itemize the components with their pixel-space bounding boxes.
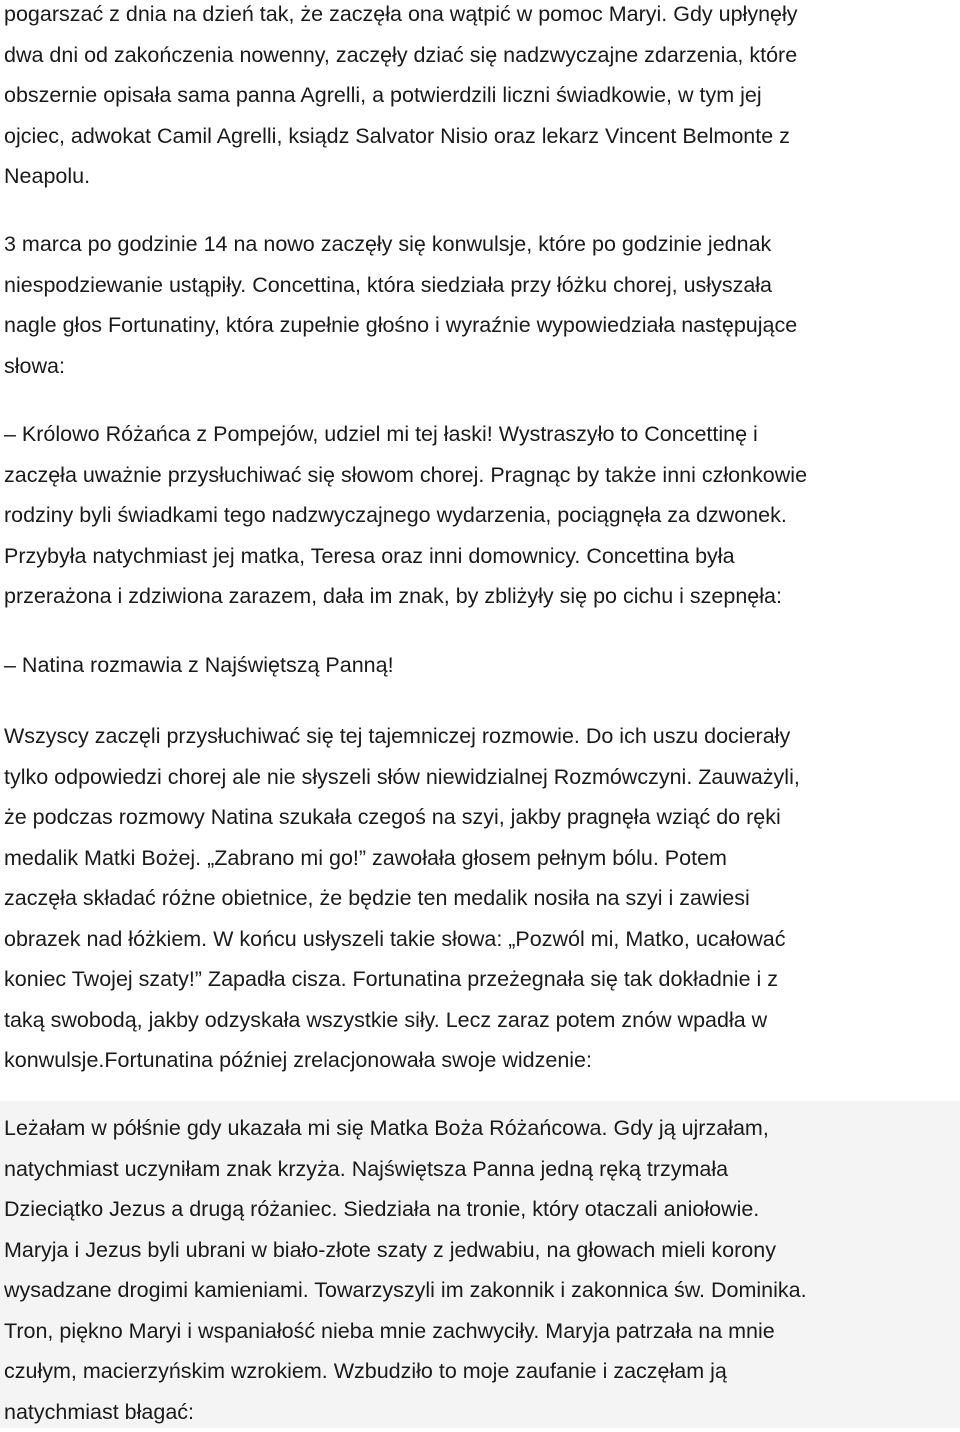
text-line: Przybyła natychmiast jej matka, Teresa oraz inni domownicy. Concettina była (4, 536, 807, 577)
text-line: koniec Twojej szaty!” Zapadła cisza. Fortunatina przeżegnała się tak dokładnie i z (4, 959, 800, 1000)
text-line: że podczas rozmowy Natina szukała czegoś na szyi, jakby pragnęła wziąć do ręki (4, 797, 800, 838)
quote-paragraph (0, 1108, 811, 1432)
text-line: – Natina rozmawia z Najświętszą Panną! (4, 645, 394, 686)
text-line: natychmiast uczyniłam znak krzyża. Najświętsza Panna jedną ręką trzymała (4, 1149, 807, 1190)
paragraph-3 (0, 414, 811, 617)
text-line: wysadzane drogimi kamieniami. Towarzyszyli im zakonnik i zakonnica św. Dominika. (4, 1270, 807, 1311)
text-line: Tron, piękno Maryi i wspaniałość nieba mnie zachwyciły. Maryja patrzała na mnie (4, 1311, 807, 1352)
text-line: medalik Matki Bożej. „Zabrano mi go!” zawołała głosem pełnym bólu. Potem (4, 838, 800, 879)
text-line: tylko odpowiedzi chorej ale nie słyszeli słów niewidzialnej Rozmówczyni. Zauważyli, (4, 757, 800, 798)
text-line: przerażona i zdziwiona zarazem, dała im znak, by zbliżyły się po cichu i szepnęła: (4, 576, 807, 617)
text-line: taką swobodą, jakby odzyskała wszystkie siły. Lecz zaraz potem znów wpadła w (4, 1000, 800, 1041)
text-line: rodziny byli świadkami tego nadzwyczajnego wydarzenia, pociągnęła za dzwonek. (4, 495, 807, 536)
text-line: – Królowo Różańca z Pompejów, udziel mi tej łaski! Wystraszyło to Concettinę i (4, 414, 807, 455)
text-line: natychmiast błagać: (4, 1392, 807, 1432)
text-line: słowa: (4, 346, 797, 387)
text-line: zaczęła uważnie przysłuchiwać się słowom chorej. Pragnąc by także inni członkowie (4, 455, 807, 496)
text-line: czułym, macierzyńskim wzrokiem. Wzbudziło to moje zaufanie i zaczęłam ją (4, 1351, 807, 1392)
paragraph-2 (0, 224, 801, 386)
text-line: Dzieciątko Jezus a drugą różaniec. Siedziała na tronie, który otaczali aniołowie. (4, 1189, 807, 1230)
text-line: nagle głos Fortunatiny, która zupełnie głośno i wyraźnie wypowiedziała następujące (4, 305, 797, 346)
text-line: Neapolu. (4, 156, 798, 197)
text-line: niespodziewanie ustąpiły. Concettina, która siedziała przy łóżku chorej, usłyszała (4, 265, 797, 306)
paragraph-4 (0, 645, 398, 686)
paragraph-1 (0, 0, 802, 197)
text-line: Maryja i Jezus byli ubrani w biało-złote szaty z jedwabiu, na głowach mieli korony (4, 1230, 807, 1271)
text-line: ojciec, adwokat Camil Agrelli, ksiądz Salvator Nisio oraz lekarz Vincent Belmonte z (4, 116, 798, 157)
text-line: Leżałam w półśnie gdy ukazała mi się Matka Boża Różańcowa. Gdy ją ujrzałam, (4, 1108, 807, 1149)
paragraph-5 (0, 716, 804, 1081)
text-line: konwulsje.Fortunatina później zrelacjonowała swoje widzenie: (4, 1040, 800, 1081)
text-line: obszernie opisała sama panna Agrelli, a potwierdzili liczni świadkowie, w tym jej (4, 75, 798, 116)
text-line: Wszyscy zaczęli przysłuchiwać się tej tajemniczej rozmowie. Do ich uszu docierały (4, 716, 800, 757)
text-line: dwa dni od zakończenia nowenny, zaczęły dziać się nadzwyczajne zdarzenia, które (4, 35, 798, 76)
text-line: 3 marca po godzinie 14 na nowo zaczęły się konwulsje, które po godzinie jednak (4, 224, 797, 265)
text-line: obrazek nad łóżkiem. W końcu usłyszeli takie słowa: „Pozwól mi, Matko, ucałować (4, 919, 800, 960)
text-line: zaczęła składać różne obietnice, że będzie ten medalik nosiła na szyi i zawiesi (4, 878, 800, 919)
text-line: pogarszać z dnia na dzień tak, że zaczęła ona wątpić w pomoc Maryi. Gdy upłynęły (4, 0, 798, 35)
